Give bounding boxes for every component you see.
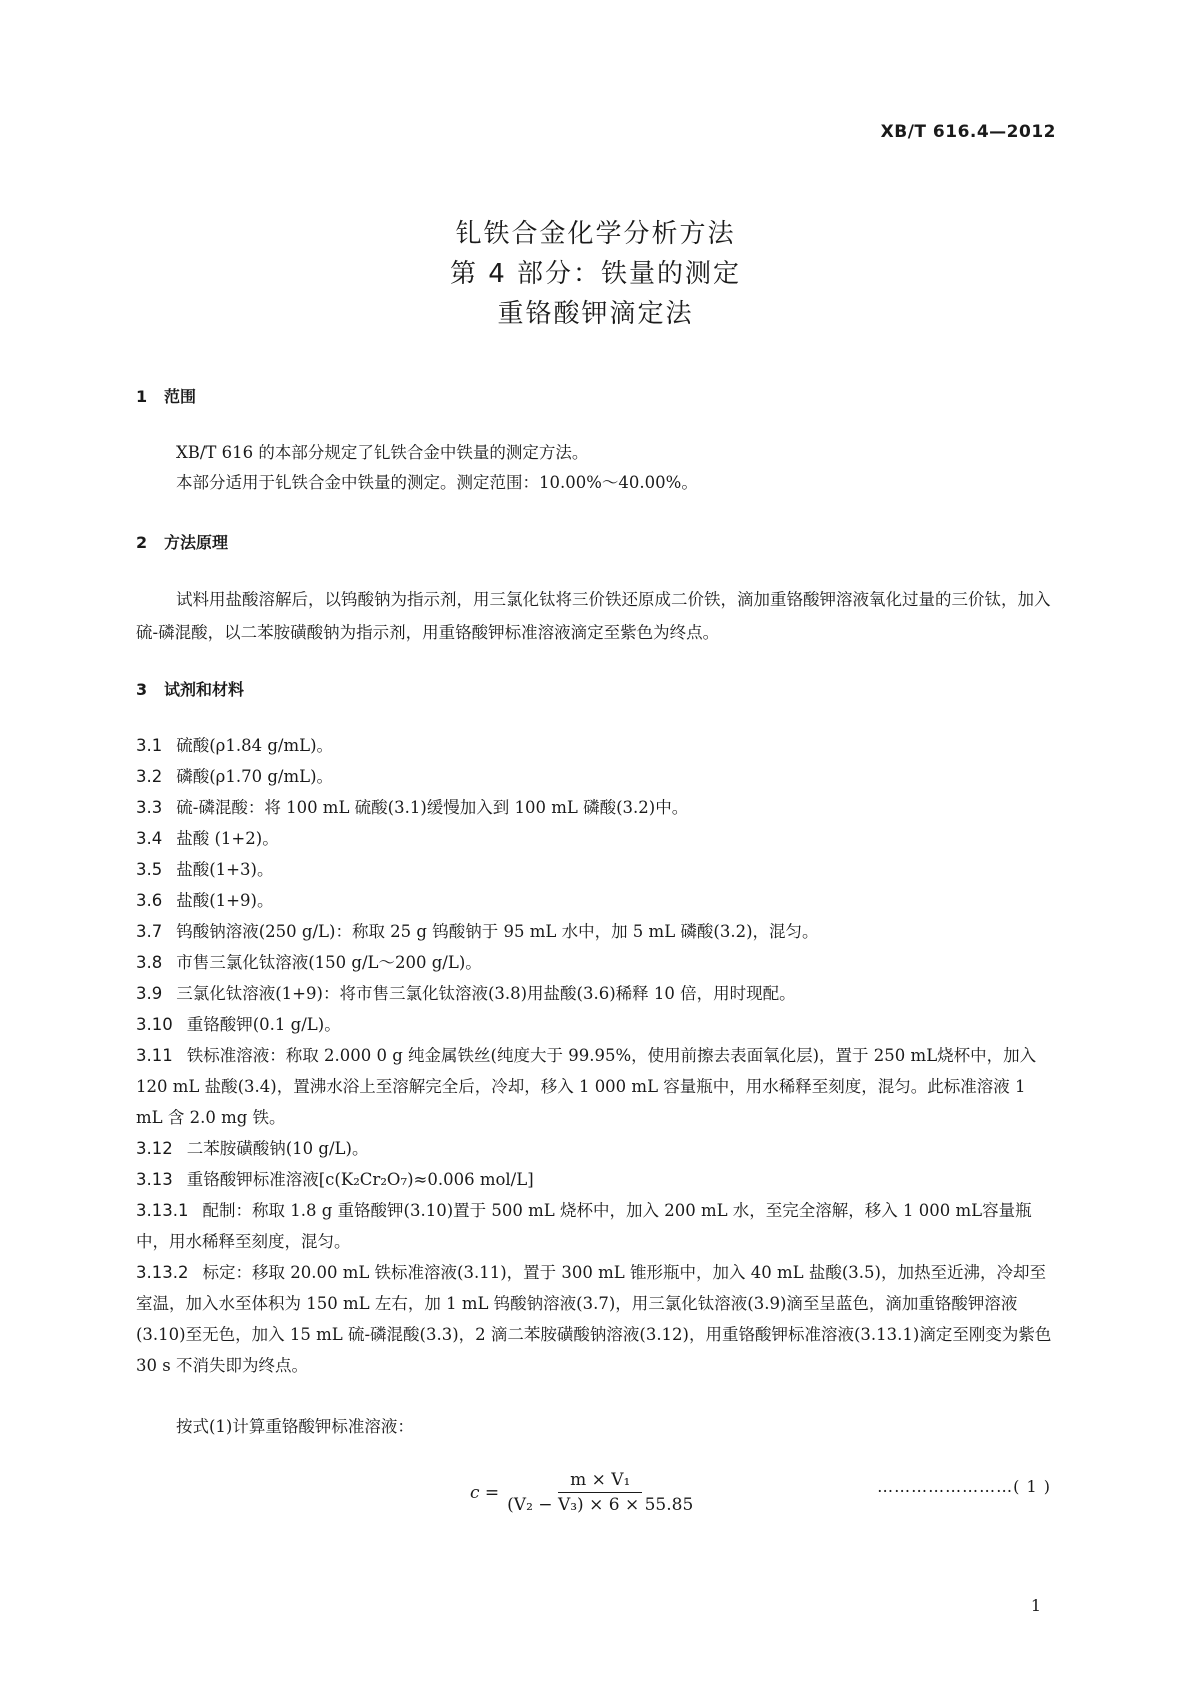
reagent-item — [136, 885, 1056, 916]
item-number: 3.5 — [136, 860, 163, 879]
section-title: 方法原理 — [164, 533, 229, 552]
reagent-item — [136, 916, 1056, 947]
section-title: 试剂和材料 — [164, 680, 245, 699]
item-number: 3.12 — [136, 1139, 173, 1158]
formula-denominator: (V₂ − V₃) × 6 × 55.85 — [507, 1495, 694, 1515]
item-number: 3.9 — [136, 984, 163, 1003]
formula-lhs: c = — [470, 1482, 500, 1503]
item-number: 3.7 — [136, 922, 163, 941]
item-text: 配制：称取 1.8 g 重铬酸钾(3.10)置于 500 mL 烧杯中，加入 200 mL 水，至完全溶解，移入 1 000 mL容量瓶中，用水稀释至刻度，混匀。 — [136, 1201, 1032, 1251]
scope-paragraph-2: 本部分适用于钆铁合金中铁量的测定。测定范围：10.00%～40.00%。 — [176, 473, 698, 492]
item-text: 盐酸 (1+2)。 — [176, 829, 279, 848]
section-number: 1 — [136, 387, 148, 406]
reagent-item — [136, 978, 1056, 1009]
item-number: 3.2 — [136, 767, 163, 786]
reagent-item — [136, 1257, 1056, 1381]
principle-paragraph: 试料用盐酸溶解后，以钨酸钠为指示剂，用三氯化钛将三价铁还原成二价铁，滴加重铬酸钾溶液氧化过量的三价钛，加入硫-磷混酸，以二苯胺磺酸钠为指示剂，用重铬酸钾标准溶液滴定至紫色为终点。 — [136, 590, 1051, 642]
item-text: 硫-磷混酸：将 100 mL 硫酸(3.1)缓慢加入到 100 mL 磷酸(3.2)中。 — [176, 798, 689, 817]
item-text: 盐酸(1+3)。 — [176, 860, 274, 879]
item-text: 钨酸钠溶液(250 g/L)：称取 25 g 钨酸钠于 95 mL 水中，加 5 mL 磷酸(3.2)，混匀。 — [176, 922, 819, 941]
reagent-item — [136, 1009, 1056, 1040]
section-number: 2 — [136, 533, 148, 552]
item-text: 盐酸(1+9)。 — [176, 891, 274, 910]
item-text: 铁标准溶液：称取 2.000 0 g 纯金属铁丝(纯度大于 99.95%，使用前擦去表面氧化层)，置于 250 mL烧杯中，加入 120 mL 盐酸(3.4)，置沸水浴上至溶解完全后，冷却，移入 1 000 mL 容量瓶中，用水稀释至刻度，混匀。此标准溶液 1 mL 含 2.0 mg 铁。 — [136, 1046, 1037, 1127]
item-text: 市售三氯化钛溶液(150 g/L～200 g/L)。 — [176, 953, 482, 972]
item-text: 重铬酸钾标准溶液[c(K₂Cr₂O₇)≈0.006 mol/L] — [186, 1170, 534, 1189]
formula-numerator: m × V₁ — [558, 1470, 642, 1493]
section-title: 范围 — [164, 387, 197, 406]
section-1-heading — [136, 384, 196, 407]
item-number: 3.8 — [136, 953, 163, 972]
item-number: 3.13 — [136, 1170, 173, 1189]
title-line-2: 第 4 部分：铁量的测定 — [449, 259, 742, 289]
item-number: 3.6 — [136, 891, 163, 910]
reagent-item — [136, 730, 1056, 761]
item-number: 3.3 — [136, 798, 163, 817]
reagent-item — [136, 1133, 1056, 1164]
item-number: 3.13.1 — [136, 1201, 189, 1220]
section-2-heading — [136, 530, 228, 553]
formula-fraction — [507, 1470, 693, 1515]
reagent-item — [136, 854, 1056, 885]
item-text: 磷酸(ρ1.70 g/mL)。 — [176, 767, 334, 786]
item-text: 标定：移取 20.00 mL 铁标准溶液(3.11)，置于 300 mL 锥形瓶中，加入 40 mL 盐酸(3.5)，加热至近沸，冷却至室温，加入水至体积为 150 mL 左右，加 1 mL 钨酸钠溶液(3.7)，用三氯化钛溶液(3.9)滴至呈蓝色，滴加重铬酸钾溶液(3.10)至无色，加入 15 mL 硫-磷混酸(3.3)，2 滴二苯胺磺酸钠溶液(3.12)，用重铬酸钾标准溶液(3.13.1)滴定至刚变为紫色 30 s 不消失即为终点。 — [136, 1263, 1052, 1375]
section-number: 3 — [136, 680, 148, 699]
title-line-1: 钆铁合金化学分析方法 — [455, 219, 736, 249]
formula-intro: 按式(1)计算重铬酸钾标准溶液： — [176, 1417, 414, 1436]
item-number: 3.4 — [136, 829, 163, 848]
page-number: 1 — [1030, 1596, 1041, 1615]
item-number: 3.1 — [136, 736, 163, 755]
reagent-item — [136, 1164, 1056, 1195]
reagent-item — [136, 792, 1056, 823]
item-text: 三氯化钛溶液(1+9)：将市售三氯化钛溶液(3.8)用盐酸(3.6)稀释 10 倍，用时现配。 — [176, 984, 796, 1003]
scope-paragraph-1: XB/T 616 的本部分规定了钆铁合金中铁量的测定方法。 — [176, 443, 589, 462]
item-text: 硫酸(ρ1.84 g/mL)。 — [176, 736, 334, 755]
reagent-item — [136, 1195, 1056, 1257]
equation-reference: ……………………( 1 ) — [877, 1477, 1051, 1496]
reagent-item — [136, 1040, 1056, 1133]
item-text: 重铬酸钾(0.1 g/L)。 — [186, 1015, 341, 1034]
item-number: 3.11 — [136, 1046, 173, 1065]
document-title — [0, 214, 1191, 334]
reagent-item — [136, 823, 1056, 854]
item-text: 二苯胺磺酸钠(10 g/L)。 — [186, 1139, 369, 1158]
section-3-heading — [136, 677, 244, 700]
item-number: 3.13.2 — [136, 1263, 189, 1282]
reagent-item — [136, 947, 1056, 978]
standard-code: XB/T 616.4—2012 — [880, 122, 1056, 142]
formula-1 — [470, 1470, 693, 1515]
title-line-3: 重铬酸钾滴定法 — [497, 299, 694, 329]
reagent-item — [136, 761, 1056, 792]
item-number: 3.10 — [136, 1015, 173, 1034]
